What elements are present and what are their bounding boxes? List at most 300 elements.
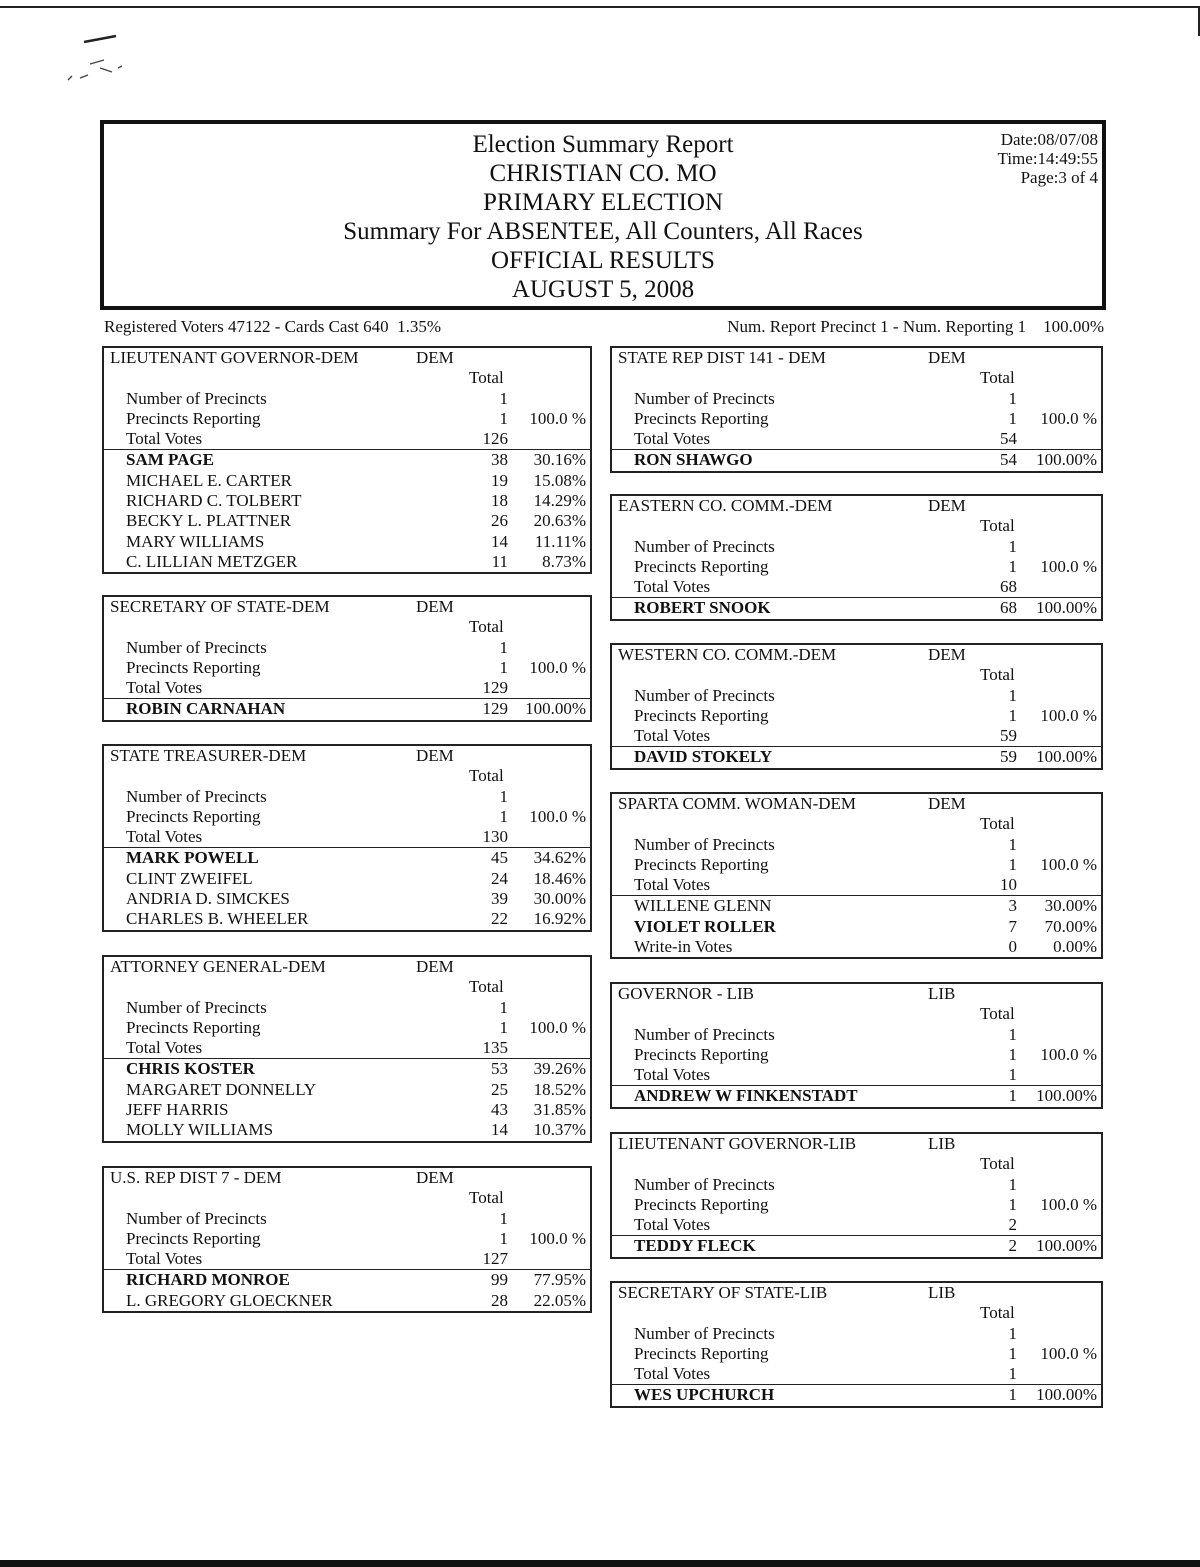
candidate-row [104, 1269, 590, 1290]
race-header-row [612, 496, 1101, 516]
race-box [610, 643, 1103, 770]
candidate-votes: 59 [1000, 747, 1017, 767]
precincts-reporting-value: 1 [499, 657, 508, 677]
header-line: OFFICIAL RESULTS [491, 247, 715, 274]
number-of-precincts-label: Number of Precincts [634, 536, 775, 556]
total-column-header: Total [980, 1303, 1015, 1323]
total-votes-row [612, 1364, 1101, 1384]
total-header-row [612, 814, 1101, 834]
race-title: STATE TREASURER-DEM [110, 746, 307, 765]
number-of-precincts-value: 1 [499, 637, 508, 657]
candidate-votes: 1 [1008, 1086, 1017, 1106]
candidate-row [612, 1384, 1101, 1405]
candidate-name: RICHARD C. TOLBERT [126, 491, 302, 511]
candidate-percent: 15.08% [533, 470, 586, 490]
candidate-row [104, 471, 590, 491]
candidate-name: CLINT ZWEIFEL [126, 868, 253, 888]
candidate-votes: 14 [491, 1120, 508, 1140]
candidate-percent: 77.95% [533, 1270, 586, 1290]
total-column-header: Total [469, 368, 504, 388]
race-title: GOVERNOR - LIB [618, 984, 754, 1003]
total-votes-value: 135 [482, 1038, 508, 1058]
precincts-reporting-percent: 100.0 % [1040, 556, 1097, 576]
candidate-name: RON SHAWGO [634, 450, 753, 470]
race-party: DEM [928, 496, 966, 515]
precincts-reporting-row [612, 409, 1101, 429]
precincts-reporting-row [612, 1195, 1101, 1215]
candidate-votes: 19 [491, 470, 508, 490]
number-of-precincts-value: 1 [1008, 1024, 1017, 1044]
total-votes-value: 130 [482, 827, 508, 847]
race-party: DEM [928, 348, 966, 367]
candidate-percent: 10.37% [533, 1120, 586, 1140]
candidate-percent: 8.73% [542, 551, 586, 571]
precincts-reporting-percent: 100.0 % [529, 1228, 586, 1248]
candidate-name: MARK POWELL [126, 848, 259, 868]
number-of-precincts-row [612, 389, 1101, 409]
header-line: AUGUST 5, 2008 [511, 276, 695, 303]
candidate-name: WES UPCHURCH [634, 1385, 775, 1405]
precincts-reporting-percent: 100.0 % [529, 1017, 586, 1037]
race-header-row [104, 957, 590, 977]
candidate-percent: 20.63% [533, 511, 586, 531]
candidate-votes: 45 [491, 848, 508, 868]
precincts-reporting-percent: 100.0 % [1040, 1343, 1097, 1363]
total-votes-label: Total Votes [126, 1038, 203, 1058]
precincts-reporting-row [104, 409, 590, 429]
total-column-header: Total [469, 617, 504, 637]
race-party: LIB [928, 1134, 956, 1153]
precincts-reporting-label: Precincts Reporting [634, 1044, 769, 1064]
candidate-name: ROBERT SNOOK [634, 598, 771, 618]
number-of-precincts-label: Number of Precincts [634, 685, 775, 705]
number-of-precincts-row [612, 1324, 1101, 1344]
candidate-votes: 14 [491, 531, 508, 551]
total-votes-row [104, 678, 590, 698]
candidate-row [104, 532, 590, 552]
number-of-precincts-label: Number of Precincts [126, 637, 267, 657]
candidate-name: RICHARD MONROE [126, 1270, 290, 1290]
race-party: DEM [416, 957, 454, 976]
precincts-reporting-label: Precincts Reporting [126, 408, 261, 428]
number-of-precincts-label: Number of Precincts [634, 1174, 775, 1194]
candidate-percent: 18.52% [533, 1079, 586, 1099]
race-header-row [612, 1134, 1101, 1154]
total-header-row [104, 1188, 590, 1208]
total-votes-value: 1 [1008, 1364, 1017, 1384]
number-of-precincts-value: 1 [1008, 1323, 1017, 1343]
precincts-reporting-value: 1 [1008, 1343, 1017, 1363]
total-votes-row [612, 875, 1101, 895]
total-column-header: Total [980, 814, 1015, 834]
race-party: LIB [928, 984, 956, 1003]
total-votes-value: 127 [482, 1249, 508, 1269]
total-column-header: Total [469, 1188, 504, 1208]
candidate-row [104, 449, 590, 470]
candidate-row [612, 1235, 1101, 1256]
race-box [102, 595, 592, 722]
candidate-percent: 30.16% [533, 450, 586, 470]
race-box [102, 955, 592, 1143]
number-of-precincts-row [612, 835, 1101, 855]
candidate-votes: 129 [482, 699, 508, 719]
total-votes-label: Total Votes [634, 726, 711, 746]
candidate-percent: 34.62% [533, 848, 586, 868]
number-of-precincts-label: Number of Precincts [634, 834, 775, 854]
total-votes-label: Total Votes [126, 678, 203, 698]
candidate-votes: 0 [1008, 937, 1017, 957]
candidate-percent: 14.29% [533, 491, 586, 511]
candidate-name: ROBIN CARNAHAN [126, 699, 286, 719]
candidate-percent: 100.00% [1036, 1236, 1097, 1256]
total-votes-label: Total Votes [126, 827, 203, 847]
precincts-reporting-value: 1 [1008, 408, 1017, 428]
total-votes-row [104, 1038, 590, 1058]
candidate-votes: 28 [491, 1290, 508, 1310]
total-votes-label: Total Votes [634, 429, 711, 449]
candidate-name: Write-in Votes [634, 937, 733, 957]
candidate-votes: 54 [1000, 450, 1017, 470]
precincts-reporting-label: Precincts Reporting [634, 408, 769, 428]
report-time: Time:14:49:55 [997, 149, 1098, 168]
precincts-reporting-label: Precincts Reporting [634, 1194, 769, 1214]
total-votes-label: Total Votes [126, 429, 203, 449]
total-votes-label: Total Votes [634, 1065, 711, 1085]
precincts-reporting-label: Precincts Reporting [634, 854, 769, 874]
race-box [610, 982, 1103, 1109]
candidate-votes: 39 [491, 889, 508, 909]
total-column-header: Total [980, 516, 1015, 536]
precincts-reporting-row [104, 1018, 590, 1038]
number-of-precincts-value: 1 [1008, 536, 1017, 556]
candidate-name: ANDRIA D. SIMCKES [126, 889, 290, 909]
candidate-name: CHARLES B. WHEELER [126, 909, 309, 929]
precincts-reporting-value: 1 [1008, 1044, 1017, 1064]
precincts-reporting-row [612, 1344, 1101, 1364]
precincts-reporting-percent: 100.0 % [529, 657, 586, 677]
total-header-row [104, 977, 590, 997]
race-party: DEM [928, 645, 966, 664]
candidate-name: CHRIS KOSTER [126, 1059, 255, 1079]
race-title: SECRETARY OF STATE-DEM [110, 597, 330, 616]
race-title: LIEUTENANT GOVERNOR-LIB [618, 1134, 857, 1153]
candidate-percent: 100.00% [1036, 598, 1097, 618]
header-line: PRIMARY ELECTION [482, 189, 724, 216]
registered-voters-summary: Registered Voters 47122 - Cards Cast 640 1.35% [104, 317, 441, 336]
header-line: Summary For ABSENTEE, All Counters, All Races [343, 218, 863, 245]
race-box [610, 494, 1103, 621]
total-votes-row [104, 827, 590, 847]
race-title: WESTERN CO. COMM.-DEM [618, 645, 837, 664]
candidate-votes: 53 [491, 1059, 508, 1079]
precincts-reporting-percent: 100.0 % [1040, 408, 1097, 428]
race-party: DEM [928, 794, 966, 813]
candidate-name: MARGARET DONNELLY [126, 1079, 317, 1099]
candidate-percent: 100.00% [1036, 450, 1097, 470]
candidate-percent: 100.00% [1036, 1385, 1097, 1405]
precincts-reporting-label: Precincts Reporting [126, 806, 261, 826]
race-header-row [104, 597, 590, 617]
race-box [610, 792, 1103, 959]
candidate-votes: 43 [491, 1100, 508, 1120]
total-header-row [612, 1303, 1101, 1323]
precincts-reporting-row [612, 557, 1101, 577]
race-box [102, 346, 592, 574]
total-votes-row [612, 1065, 1101, 1085]
precincts-reporting-value: 1 [499, 1228, 508, 1248]
report-header [100, 120, 1106, 310]
total-votes-row [612, 429, 1101, 449]
candidate-votes: 68 [1000, 598, 1017, 618]
race-title: LIEUTENANT GOVERNOR-DEM [110, 348, 359, 367]
race-party: DEM [416, 1168, 454, 1187]
total-votes-value: 68 [1000, 577, 1017, 597]
candidate-votes: 1 [1008, 1385, 1017, 1405]
candidate-percent: 39.26% [533, 1059, 586, 1079]
total-header-row [104, 766, 590, 786]
precincts-reporting-percent: 100.0 % [1040, 1044, 1097, 1064]
candidate-row [104, 889, 590, 909]
candidate-percent: 100.00% [525, 699, 586, 719]
total-votes-label: Total Votes [634, 875, 711, 895]
candidate-percent: 100.00% [1036, 1086, 1097, 1106]
report-page: Page:3 of 4 [1020, 168, 1098, 187]
race-header-row [612, 984, 1101, 1004]
candidate-votes: 99 [491, 1270, 508, 1290]
total-votes-value: 10 [1000, 875, 1017, 895]
candidate-percent: 100.00% [1036, 747, 1097, 767]
race-title: ATTORNEY GENERAL-DEM [110, 957, 326, 976]
candidate-row [612, 1085, 1101, 1106]
header-meta [998, 130, 1098, 187]
number-of-precincts-row [104, 389, 590, 409]
number-of-precincts-value: 1 [499, 1208, 508, 1228]
candidate-percent: 30.00% [1044, 896, 1097, 916]
candidate-name: VIOLET ROLLER [634, 916, 776, 936]
candidate-row [104, 698, 590, 719]
precincts-reporting-value: 1 [499, 408, 508, 428]
precincts-reporting-label: Precincts Reporting [634, 1343, 769, 1363]
candidate-percent: 11.11% [534, 531, 586, 551]
precincts-reporting-value: 1 [1008, 705, 1017, 725]
candidate-row [104, 1291, 590, 1311]
candidate-name: MARY WILLIAMS [126, 531, 265, 551]
race-box [610, 1132, 1103, 1259]
total-header-row [104, 368, 590, 388]
race-party: DEM [416, 597, 454, 616]
precincts-reporting-label: Precincts Reporting [126, 657, 261, 677]
candidate-name: MOLLY WILLIAMS [126, 1120, 274, 1140]
race-party: LIB [928, 1283, 956, 1302]
candidate-percent: 31.85% [533, 1100, 586, 1120]
total-votes-row [104, 429, 590, 449]
precincts-reporting-row [612, 855, 1101, 875]
precincts-reporting-row [104, 807, 590, 827]
race-header-row [612, 645, 1101, 665]
number-of-precincts-row [104, 638, 590, 658]
scan-edge-top [0, 6, 1200, 8]
precincts-reporting-percent: 100.0 % [1040, 1194, 1097, 1214]
scan-edge-bottom [0, 1560, 1200, 1567]
candidate-votes: 2 [1008, 1236, 1017, 1256]
candidate-votes: 25 [491, 1079, 508, 1099]
total-header-row [612, 665, 1101, 685]
number-of-precincts-value: 1 [499, 786, 508, 806]
candidate-row [612, 746, 1101, 767]
candidate-votes: 26 [491, 511, 508, 531]
candidate-row [104, 909, 590, 929]
race-title: SECRETARY OF STATE-LIB [618, 1283, 828, 1302]
race-title: STATE REP DIST 141 - DEM [618, 348, 826, 367]
candidate-row [104, 1058, 590, 1079]
total-votes-value: 59 [1000, 726, 1017, 746]
scan-marks [60, 28, 150, 88]
header-title-block [104, 130, 1102, 304]
total-votes-value: 1 [1008, 1065, 1017, 1085]
number-of-precincts-label: Number of Precincts [634, 1024, 775, 1044]
total-header-row [612, 516, 1101, 536]
total-votes-row [612, 577, 1101, 597]
race-header-row [104, 746, 590, 766]
number-of-precincts-label: Number of Precincts [126, 388, 267, 408]
race-party: DEM [416, 746, 454, 765]
number-of-precincts-row [612, 1175, 1101, 1195]
total-votes-value: 2 [1008, 1215, 1017, 1235]
candidate-row [104, 491, 590, 511]
race-box [102, 744, 592, 932]
precinct-reporting-summary: Num. Report Precinct 1 - Num. Reporting 1 100.00% [727, 317, 1104, 336]
precincts-reporting-label: Precincts Reporting [126, 1017, 261, 1037]
candidate-name: C. LILLIAN METZGER [126, 551, 298, 571]
number-of-precincts-row [104, 1209, 590, 1229]
candidate-votes: 3 [1008, 896, 1017, 916]
candidate-name: SAM PAGE [126, 450, 214, 470]
total-votes-row [104, 1249, 590, 1269]
candidate-row [104, 847, 590, 868]
precincts-reporting-value: 1 [1008, 1194, 1017, 1214]
number-of-precincts-row [612, 686, 1101, 706]
candidate-votes: 11 [491, 551, 508, 571]
total-column-header: Total [980, 1004, 1015, 1024]
header-line: Election Summary Report [472, 131, 734, 158]
candidate-name: DAVID STOKELY [634, 747, 773, 767]
precincts-reporting-percent: 100.0 % [529, 408, 586, 428]
race-title: EASTERN CO. COMM.-DEM [618, 496, 833, 515]
total-votes-value: 129 [482, 678, 508, 698]
precincts-reporting-label: Precincts Reporting [634, 556, 769, 576]
candidate-name: BECKY L. PLATTNER [126, 511, 292, 531]
race-header-row [612, 794, 1101, 814]
total-votes-label: Total Votes [634, 577, 711, 597]
race-header-row [612, 348, 1101, 368]
number-of-precincts-value: 1 [1008, 388, 1017, 408]
candidate-row [612, 449, 1101, 470]
total-header-row [612, 368, 1101, 388]
race-header-row [612, 1283, 1101, 1303]
total-votes-label: Total Votes [126, 1249, 203, 1269]
race-party: DEM [416, 348, 454, 367]
candidate-percent: 18.46% [533, 868, 586, 888]
candidate-name: ANDREW W FINKENSTADT [634, 1086, 858, 1106]
candidate-row [104, 1100, 590, 1120]
candidate-votes: 22 [491, 909, 508, 929]
candidate-votes: 24 [491, 868, 508, 888]
total-column-header: Total [469, 766, 504, 786]
total-votes-row [612, 726, 1101, 746]
candidate-name: MICHAEL E. CARTER [126, 470, 292, 490]
number-of-precincts-row [104, 998, 590, 1018]
total-header-row [612, 1154, 1101, 1174]
candidate-row [104, 511, 590, 531]
number-of-precincts-row [104, 787, 590, 807]
number-of-precincts-label: Number of Precincts [126, 997, 267, 1017]
precincts-reporting-row [612, 1045, 1101, 1065]
candidate-name: JEFF HARRIS [126, 1100, 229, 1120]
total-votes-label: Total Votes [634, 1364, 711, 1384]
number-of-precincts-row [612, 1025, 1101, 1045]
candidate-percent: 16.92% [533, 909, 586, 929]
total-column-header: Total [980, 1154, 1015, 1174]
total-column-header: Total [980, 368, 1015, 388]
race-header-row [104, 348, 590, 368]
header-line: CHRISTIAN CO. MO [489, 160, 717, 187]
candidate-name: WILLENE GLENN [634, 896, 772, 916]
number-of-precincts-value: 1 [499, 997, 508, 1017]
precincts-reporting-label: Precincts Reporting [126, 1228, 261, 1248]
candidate-percent: 0.00% [1053, 937, 1097, 957]
number-of-precincts-label: Number of Precincts [126, 786, 267, 806]
candidate-row [104, 552, 590, 572]
total-votes-row [612, 1215, 1101, 1235]
number-of-precincts-row [612, 537, 1101, 557]
candidate-row [104, 869, 590, 889]
candidate-percent: 22.05% [533, 1290, 586, 1310]
race-box [102, 1166, 592, 1313]
report-date: Date:08/07/08 [1000, 130, 1098, 149]
race-title: U.S. REP DIST 7 - DEM [110, 1168, 282, 1187]
precincts-reporting-row [104, 658, 590, 678]
candidate-votes: 18 [491, 491, 508, 511]
number-of-precincts-value: 1 [1008, 685, 1017, 705]
number-of-precincts-label: Number of Precincts [634, 388, 775, 408]
precincts-reporting-percent: 100.0 % [1040, 854, 1097, 874]
candidate-row [612, 895, 1101, 916]
precincts-reporting-row [612, 706, 1101, 726]
number-of-precincts-value: 1 [499, 388, 508, 408]
number-of-precincts-value: 1 [1008, 834, 1017, 854]
total-header-row [104, 617, 590, 637]
candidate-name: TEDDY FLECK [634, 1236, 756, 1256]
precincts-reporting-row [104, 1229, 590, 1249]
candidate-row [104, 1080, 590, 1100]
total-column-header: Total [469, 977, 504, 997]
precincts-reporting-value: 1 [499, 1017, 508, 1037]
race-box [610, 1281, 1103, 1408]
candidate-row [104, 1120, 590, 1140]
race-title: SPARTA COMM. WOMAN-DEM [618, 794, 857, 813]
total-votes-label: Total Votes [634, 1215, 711, 1235]
candidate-percent: 70.00% [1044, 916, 1097, 936]
precincts-reporting-label: Precincts Reporting [634, 705, 769, 725]
candidate-row [612, 937, 1101, 957]
candidate-percent: 30.00% [533, 889, 586, 909]
precincts-reporting-value: 1 [499, 806, 508, 826]
candidate-row [612, 917, 1101, 937]
precincts-reporting-percent: 100.0 % [1040, 705, 1097, 725]
candidate-votes: 38 [491, 450, 508, 470]
race-box [610, 346, 1103, 473]
candidate-name: L. GREGORY GLOECKNER [126, 1290, 333, 1310]
